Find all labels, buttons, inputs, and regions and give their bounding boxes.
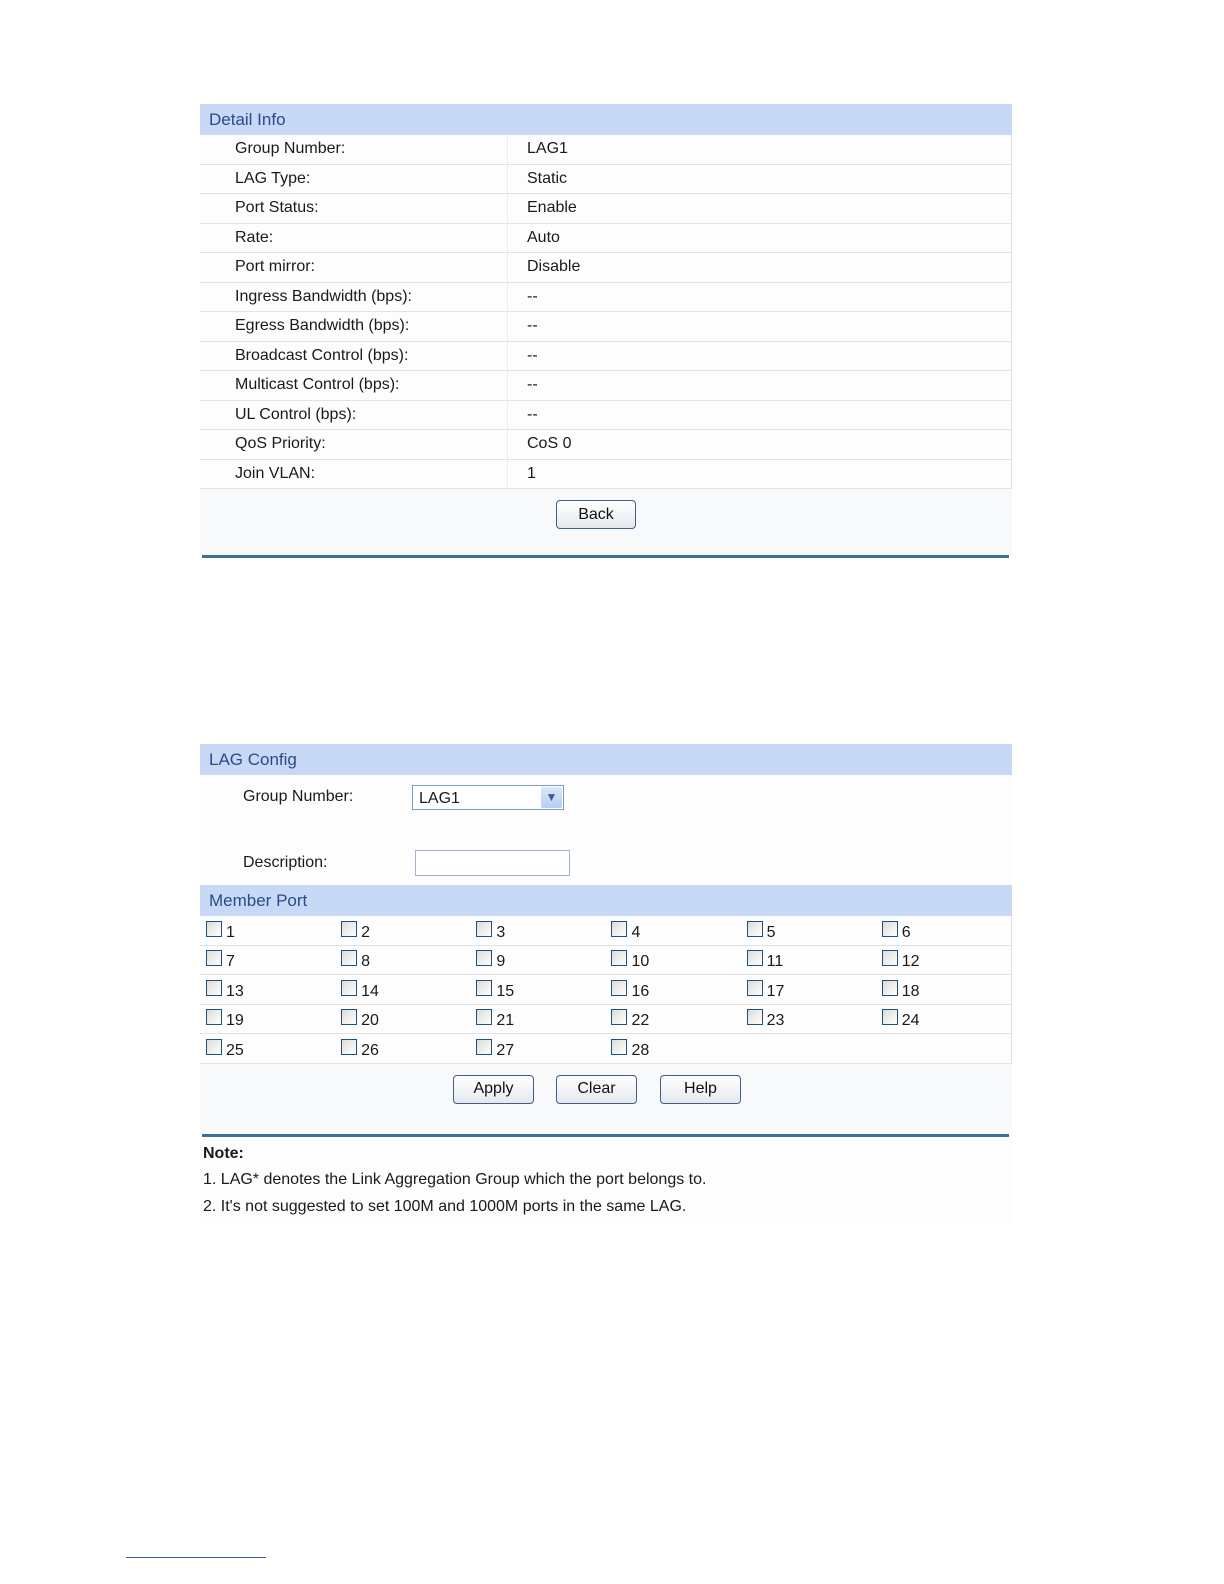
member-port-cell	[335, 975, 470, 1005]
back-button[interactable]: Back	[556, 500, 636, 529]
detail-row-label: Port mirror:	[200, 253, 508, 283]
member-port-cell	[605, 1004, 740, 1034]
group-number-select[interactable]	[412, 785, 564, 810]
port-number-label: 20	[361, 1012, 379, 1030]
group-number-label: Group Number:	[243, 788, 354, 805]
help-button[interactable]: Help	[660, 1075, 741, 1104]
port-checkbox[interactable]	[206, 980, 222, 996]
port-checkbox[interactable]	[882, 921, 898, 937]
detail-row-label: LAG Type:	[200, 164, 508, 194]
port-checkbox[interactable]	[611, 950, 627, 966]
port-number-label: 6	[901, 923, 911, 941]
port-checkbox[interactable]	[341, 1039, 357, 1055]
member-port-cell	[605, 945, 740, 975]
port-number-label: 3	[496, 923, 506, 941]
port-checkbox[interactable]	[341, 980, 357, 996]
port-checkbox[interactable]	[882, 980, 898, 996]
port-checkbox[interactable]	[747, 921, 763, 937]
member-port-cell	[876, 975, 1012, 1005]
member-port-cell	[470, 1034, 605, 1064]
port-checkbox[interactable]	[611, 980, 627, 996]
member-port-row	[200, 975, 1012, 1005]
detail-row	[200, 459, 1012, 489]
port-number-label: 5	[766, 923, 776, 941]
detail-row	[200, 135, 1012, 164]
detail-row-label: Rate:	[200, 223, 508, 253]
detail-row	[200, 223, 1012, 253]
port-checkbox[interactable]	[341, 950, 357, 966]
divider	[202, 555, 1009, 558]
port-checkbox[interactable]	[206, 1039, 222, 1055]
port-number-label: 14	[361, 982, 379, 1000]
port-checkbox[interactable]	[341, 921, 357, 937]
member-port-cell	[200, 975, 335, 1005]
port-number-label: 26	[361, 1041, 379, 1059]
detail-row	[200, 164, 1012, 194]
member-port-cell	[335, 945, 470, 975]
detail-row-value: LAG1	[508, 135, 1012, 164]
port-number-label: 15	[496, 982, 515, 1000]
note-title: Note:	[203, 1144, 244, 1162]
chevron-down-icon[interactable]: ▼	[541, 787, 562, 808]
clear-button[interactable]: Clear	[556, 1075, 637, 1104]
member-port-cell	[605, 975, 740, 1005]
detail-row-value: Auto	[508, 223, 1012, 253]
lag-config-form	[200, 775, 1012, 885]
member-port-cell	[741, 916, 876, 945]
detail-row-value: CoS 0	[508, 430, 1012, 460]
detail-row	[200, 253, 1012, 283]
member-port-cell	[876, 916, 1012, 945]
detail-row-value: --	[508, 282, 1012, 312]
member-port-cell	[335, 1004, 470, 1034]
member-port-cell	[876, 945, 1012, 975]
member-port-cell	[470, 916, 605, 945]
port-number-label: 24	[901, 1012, 920, 1030]
port-number-label: 13	[226, 982, 244, 1000]
port-checkbox[interactable]	[882, 950, 898, 966]
detail-row-label: Join VLAN:	[200, 459, 508, 489]
member-port-cell	[335, 1034, 470, 1064]
port-number-label: 22	[631, 1012, 650, 1030]
note-section	[200, 1137, 1012, 1225]
port-checkbox[interactable]	[611, 921, 627, 937]
port-number-label: 9	[496, 953, 506, 971]
detail-row-value: Enable	[508, 194, 1012, 224]
detail-row-label: Ingress Bandwidth (bps):	[200, 282, 508, 312]
port-checkbox[interactable]	[747, 980, 763, 996]
member-port-row	[200, 916, 1012, 945]
detail-row-value: Disable	[508, 253, 1012, 283]
member-port-cell	[200, 1034, 335, 1064]
member-port-row	[200, 1004, 1012, 1034]
detail-row-label: Egress Bandwidth (bps):	[200, 312, 508, 342]
detail-row-label: Port Status:	[200, 194, 508, 224]
detail-button-row	[200, 489, 1012, 555]
description-label: Description:	[243, 854, 328, 871]
port-number-label: 10	[631, 953, 650, 971]
description-input[interactable]	[415, 850, 570, 876]
detail-row	[200, 400, 1012, 430]
port-number-label: 19	[226, 1012, 244, 1030]
port-checkbox[interactable]	[747, 1009, 763, 1025]
port-checkbox[interactable]	[747, 950, 763, 966]
port-number-label: 12	[901, 953, 920, 971]
port-number-label: 7	[226, 953, 235, 971]
empty-cell	[741, 1034, 876, 1064]
port-number-label: 11	[766, 953, 784, 971]
member-port-button-row	[200, 1064, 1012, 1134]
detail-row	[200, 312, 1012, 342]
detail-row-value: --	[508, 400, 1012, 430]
apply-button[interactable]: Apply	[453, 1075, 534, 1104]
port-checkbox[interactable]	[476, 1039, 492, 1055]
port-number-label: 1	[226, 923, 235, 941]
lag-config-panel	[200, 744, 1012, 1225]
lag-config-header: LAG Config	[200, 744, 1012, 775]
group-number-selected: LAG1	[419, 790, 460, 807]
empty-cell	[876, 1034, 1012, 1064]
member-port-header: Member Port	[200, 885, 1012, 916]
port-number-label: 8	[361, 953, 371, 971]
member-port-cell	[470, 1004, 605, 1034]
port-checkbox[interactable]	[206, 921, 222, 937]
member-port-cell	[741, 945, 876, 975]
port-checkbox[interactable]	[476, 1009, 492, 1025]
member-port-cell	[741, 975, 876, 1005]
member-port-cell	[605, 1034, 740, 1064]
port-checkbox[interactable]	[206, 1009, 222, 1025]
detail-row-label: Broadcast Control (bps):	[200, 341, 508, 371]
port-checkbox[interactable]	[341, 1009, 357, 1025]
port-checkbox[interactable]	[476, 950, 492, 966]
port-number-label: 23	[766, 1012, 785, 1030]
member-port-cell	[876, 1004, 1012, 1034]
detail-row-value: Static	[508, 164, 1012, 194]
port-number-label: 4	[631, 923, 641, 941]
note-line-1: 1. LAG* denotes the Link Aggregation Group which the port belongs to.	[203, 1170, 707, 1188]
detail-row-value: --	[508, 312, 1012, 342]
port-checkbox[interactable]	[206, 950, 222, 966]
member-port-row	[200, 1034, 1012, 1064]
detail-row	[200, 194, 1012, 224]
detail-info-panel	[200, 104, 1012, 558]
detail-info-table	[200, 135, 1012, 489]
detail-row-value: --	[508, 371, 1012, 401]
port-number-label: 27	[496, 1041, 515, 1059]
detail-row-label: Group Number:	[200, 135, 508, 164]
member-port-cell	[335, 916, 470, 945]
port-checkbox[interactable]	[882, 1009, 898, 1025]
port-checkbox[interactable]	[476, 921, 492, 937]
detail-row-label: UL Control (bps):	[200, 400, 508, 430]
port-number-label: 28	[631, 1041, 650, 1059]
member-port-cell	[200, 1004, 335, 1034]
member-port-cell	[470, 945, 605, 975]
member-port-table	[200, 916, 1012, 1064]
port-checkbox[interactable]	[476, 980, 492, 996]
member-port-cell	[741, 1004, 876, 1034]
detail-info-header: Detail Info	[200, 104, 1012, 135]
port-checkbox[interactable]	[611, 1039, 627, 1055]
footer-link-underline	[126, 1557, 266, 1558]
detail-row	[200, 341, 1012, 371]
detail-row-value: --	[508, 341, 1012, 371]
detail-row-label: QoS Priority:	[200, 430, 508, 460]
port-number-label: 16	[631, 982, 650, 1000]
note-line-2: 2. It's not suggested to set 100M and 1000M ports in the same LAG.	[203, 1197, 687, 1215]
member-port-cell	[470, 975, 605, 1005]
detail-row-label: Multicast Control (bps):	[200, 371, 508, 401]
member-port-cell	[605, 916, 740, 945]
port-number-label: 17	[766, 982, 785, 1000]
detail-row	[200, 371, 1012, 401]
port-number-label: 2	[361, 923, 371, 941]
detail-row	[200, 430, 1012, 460]
member-port-cell	[200, 945, 335, 975]
member-port-row	[200, 945, 1012, 975]
port-number-label: 25	[226, 1041, 244, 1059]
port-number-label: 21	[496, 1012, 515, 1030]
detail-row-value: 1	[508, 459, 1012, 489]
member-port-cell	[200, 916, 335, 945]
port-number-label: 18	[901, 982, 920, 1000]
detail-row	[200, 282, 1012, 312]
port-checkbox[interactable]	[611, 1009, 627, 1025]
